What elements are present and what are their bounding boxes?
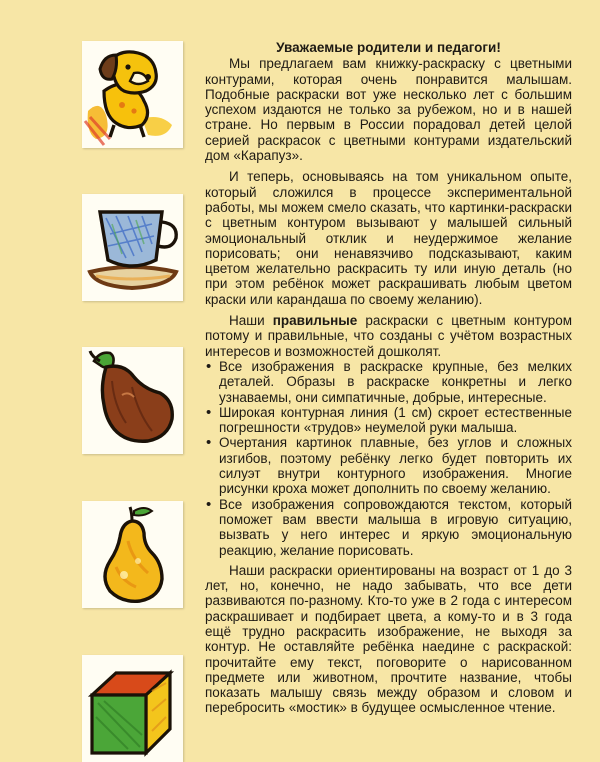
paragraph-experience: И теперь, основываясь на том уникальном опыте, который сложился в процессе экспериментальной работы, мы можем смело сказать, что картинки-раскраски с цветным контуром вызывают у малышей сильный эмоциональный отклик и неудержимое желание порисовать; они ненавязчиво подсказывают, каким цветом желательно раскрасить ту или иную деталь (но при этом ребёнок может раскрашивать любым цветом краски или карандаша по своему желанию). — [205, 169, 572, 307]
paragraph-correct-bold: правильные — [272, 313, 358, 329]
puppy-picture — [82, 41, 183, 148]
article — [205, 40, 572, 716]
paragraph-closing: Наши раскраски ориентированы на возраст от 1 до 3 лет, но, конечно, не надо забывать, что все дети развиваются по-разному. Кто-то уже в 2 года с интересом раскрашивает и подбирает цвета, а кому-то и в 3 года ещё трудно раскрасить изображение, не выходя за контур. Не оставляйте ребёнка наедине с раскраской: прочитайте ему текст, поговорите о нарисованном предмете или животном, прочтите название, чтобы показать малышу связь между образом и словом и перебросить «мостик» в будущее осмысленное чтение. — [205, 562, 572, 716]
paragraph-correct-end: раскраски с цветным контуром потому и правильные, что созданы с учётом возрастных интересов и возможностей дошколят. — [205, 313, 573, 359]
feature-list — [205, 359, 572, 558]
list-item: • Все изображения в раскраске крупные, без мелких деталей. Образы в раскраске конкретны и легко узнаваемы, они симпатичные, добрые, интересные. — [205, 359, 572, 405]
pear-picture — [82, 501, 183, 608]
eggplant-picture — [82, 347, 183, 454]
paragraph-correct-start: Наши — [229, 313, 273, 329]
cube-picture — [82, 655, 183, 762]
paragraph-correct — [205, 313, 572, 359]
paragraph-intro: Мы предлагаем вам книжку-раскраску с цветными контурами, которая очень понравится малышам. Подобные раскраски вот уже несколько лет с большим успехом издаются не только за рубежом, но и в нашей стране. Но первым в России порадовал детей целой серией раскрасок с цветными контурами издательский дом «Карапуз». — [205, 56, 572, 164]
list-item: • Все изображения сопровождаются текстом, который поможет вам ввести малыша в игровую ситуацию, вызвать у него интерес и яркую эмоциональную реакцию, желание порисовать. — [205, 497, 572, 558]
list-item: • Широкая контурная линия (1 см) скроет естественные погрешности «трудов» неумелой руки малыша. — [205, 405, 572, 436]
cup-picture — [82, 194, 183, 301]
page-title: Уважаемые родители и педагоги! — [276, 40, 501, 55]
list-item: • Очертания картинок плавные, без углов и сложных изгибов, поэтому ребёнку легко будет повторить их силуэт внутри контурного изображения. Многие рисунки кроха может дополнить по своему желанию. — [205, 435, 572, 496]
